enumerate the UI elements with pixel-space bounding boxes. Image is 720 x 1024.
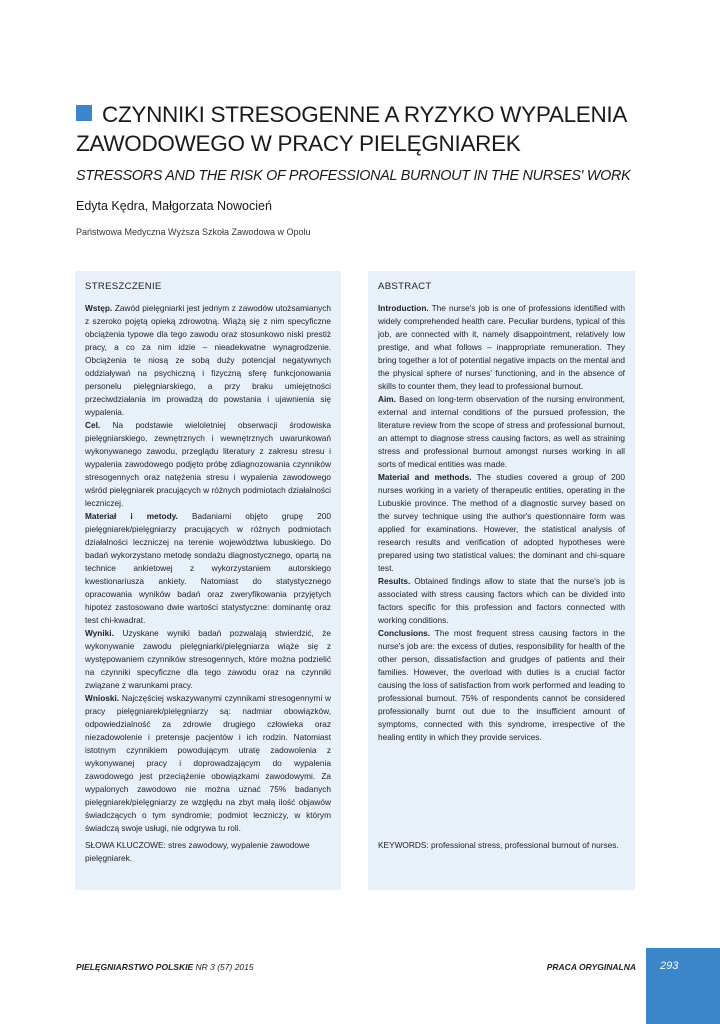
streszczenie-section <box>85 627 331 692</box>
section-label: Aim. <box>378 394 396 404</box>
section-label: Cel. <box>85 420 101 430</box>
affiliation: Państwowa Medyczna Wyższa Szkoła Zawodowa w Opolu <box>76 227 311 237</box>
section-label: Conclusions. <box>378 628 431 638</box>
section-text: The nurse's job is one of professions identified with widely comprehended health care. Peculiar burdens, typical of this job, are connected with it, namely disappointment, relatively low prestige, and what follows – inappropriate remuneration. They bring together a lot of potential negative impacts on the mental and the physical sphere of nurses' functioning, and in the absence of skills to counter them, they lead to professional burnout. <box>378 303 625 391</box>
streszczenie-body <box>85 302 331 835</box>
journal-issue: NR 3 (57) 2015 <box>193 962 254 972</box>
section-text: Uzyskane wyniki badań pozwalają stwierdzić, że wykonywanie zawodu pielęgniarki/pielęgniarza wiąże się z występowaniem czynników stresogennych, które można podzielić na czynniki specyficzne dla tego zawodu oraz na czynniki związane z warunkami pracy. <box>85 628 331 690</box>
section-text: Based on long-term observation of the nursing environment, external and internal conditions of the pursued profession, the literature review from the scope of stress and professional burnout, an attempt to diagnose stress causing factors, as well as straining stress and professional burnout amongst nurses working in all sorts of medical entities was made. <box>378 394 625 469</box>
streszczenie-section <box>85 510 331 627</box>
section-label: Material and methods. <box>378 472 472 482</box>
abstract-section <box>378 302 625 393</box>
section-label: Wyniki. <box>85 628 114 638</box>
section-label: Wstęp. <box>85 303 113 313</box>
article-type: PRACA ORYGINALNA <box>546 962 636 972</box>
section-text: The most frequent stress causing factors in the nurse's job are: the excess of duties, responsibility for health of the other person, dissatisfaction and grudges of patients and their families. However, the overload with duties is a crucial factor causing the loss of satisfaction from work performed and leading to professional burnout. 75% of respondents cannot be considered professionally burnt out due to the insufficient amount of symptoms, connected with this syndrome, irrespective of the healing entity in which they provide services. <box>378 628 626 742</box>
abstract-box <box>368 271 635 890</box>
title-line-1: CZYNNIKI STRESOGENNE A RYZYKO WYPALENIA <box>102 102 628 127</box>
section-text: The studies covered a group of 200 nurses working in a variety of therapeutic entities, operating in the Lubuskie province. The method of a diagnostic survey based on the survey technique using the author's questionnaire form was applied for examinations. However, the statistical analysis of research results and verification of adopted hypotheses were prepared using two statistical values: the dominant and chi-square test. <box>378 472 625 573</box>
section-text: Na podstawie wieloletniej obserwacji środowiska pielęgniarskiego, zewnętrznych i wewnętrznych uwarunkowań wykonywanego zawodu, przeglądu literatury z zakresu stresu i wypalenia zawodowego podjęto próbę zdiagnozowania czynników stresogennych oraz natężenia stresu i wypalenia zawodowego wśród pielęgniarek pracujących w różnych podmiotach działalności leczniczej. <box>85 420 331 508</box>
page-number-tab <box>646 948 720 1024</box>
section-label: Wnioski. <box>85 693 120 703</box>
section-label: Materiał i metody. <box>85 511 178 521</box>
title-line-2: ZAWODOWEGO W PRACY PIELĘGNIAREK <box>76 131 521 156</box>
streszczenie-section <box>85 692 331 835</box>
abstract-heading: ABSTRACT <box>378 281 432 292</box>
section-label: Introduction. <box>378 303 429 313</box>
section-text: Zawód pielęgniarki jest jednym z zawodów utożsamianych z szeroko pojętą opieką zdrowotną. Wiążą się z nim specyficzne obciążenia typowe dla tego zawodu oraz stosunkowo niski prestiż pracy, a co za nim idzie – nieadekwatne wynagrodzenie. Obciążenia te niosą ze sobą duży potencjał negatywnych oddziaływań na psychiczną i fizyczną sferę funkcjonowania personelu pielęgniarskiego, a przy braku umiejętności przeciwdziałania im prowadzą do powstania i ujawnienia się wypalenia. <box>85 303 331 417</box>
article-subtitle: STRESSORS AND THE RISK OF PROFESSIONAL BURNOUT IN THE NURSES' WORK <box>76 168 631 184</box>
abstract-section <box>378 471 625 575</box>
section-text: Najczęściej wskazywanymi czynnikami stresogennymi w pracy pielęgniarek/pielęgniarzy są: nadmiar obowiązków, odpowiedzialność za zdrowie drugiego człowieka oraz niezadowolenie i pretensje pacjentów i ich rodzin. Natomiast istotnym czynnikiem powodującym utratę zadowolenia z wykonywanej pracy i doprowadzającym do wypalenia zawodowego jest przeciążenie obowiązkami zawodowymi. Za wypalonych zawodowo nie można uznać 75% badanych pielęgniarek/pielęgniarzy ze względu na zbyt małą ilość objawów świadczących o tym syndromie; podmiot leczniczy, w którym świadczą swoje usługi, nie odgrywa tu roli. <box>85 693 332 833</box>
streszczenie-section <box>85 302 331 419</box>
page-number: 293 <box>660 960 679 972</box>
streszczenie-keywords: SŁOWA KLUCZOWE: stres zawodowy, wypalenie zawodowe pielęgniarek. <box>85 840 310 863</box>
abstract-section <box>378 627 625 744</box>
section-label: Results. <box>378 576 411 586</box>
streszczenie-box <box>75 271 341 890</box>
streszczenie-section <box>85 419 331 510</box>
section-text: Badaniami objęto grupę 200 pielęgniarek/pielęgniarzy pracujących w różnych podmiotach działalności leczniczej na terenie województwa lubuskiego. Do badań wykorzystano metodę sondażu diagnostycznego, opartą na technice ankietowej z wykorzystaniem autorskiego kwestionariusza ankiety. Natomiast do statystycznego opracowania wyników badań oraz zweryfikowania przyjętych hipotez zastosowano dwie wartości statystyczne: dominantę oraz test chi-kwadrat. <box>85 511 331 625</box>
abstract-section <box>378 393 625 471</box>
page-footer <box>76 962 636 972</box>
journal-name: PIELĘGNIARSTWO POLSKIE <box>76 962 194 972</box>
streszczenie-heading: STRESZCZENIE <box>85 281 162 292</box>
article-title <box>76 100 676 158</box>
abstract-body <box>378 302 625 744</box>
abstract-section <box>378 575 625 627</box>
section-text: Obtained findings allow to state that the nurse's job is associated with stress causing factors which can be divided into factors specific for this profession and factors connected with working conditions. <box>378 576 625 625</box>
authors: Edyta Kędra, Małgorzata Nowocień <box>76 199 272 213</box>
title-square-icon <box>76 105 92 121</box>
abstract-keywords: KEYWORDS: professional stress, professional burnout of nurses. <box>378 840 619 850</box>
